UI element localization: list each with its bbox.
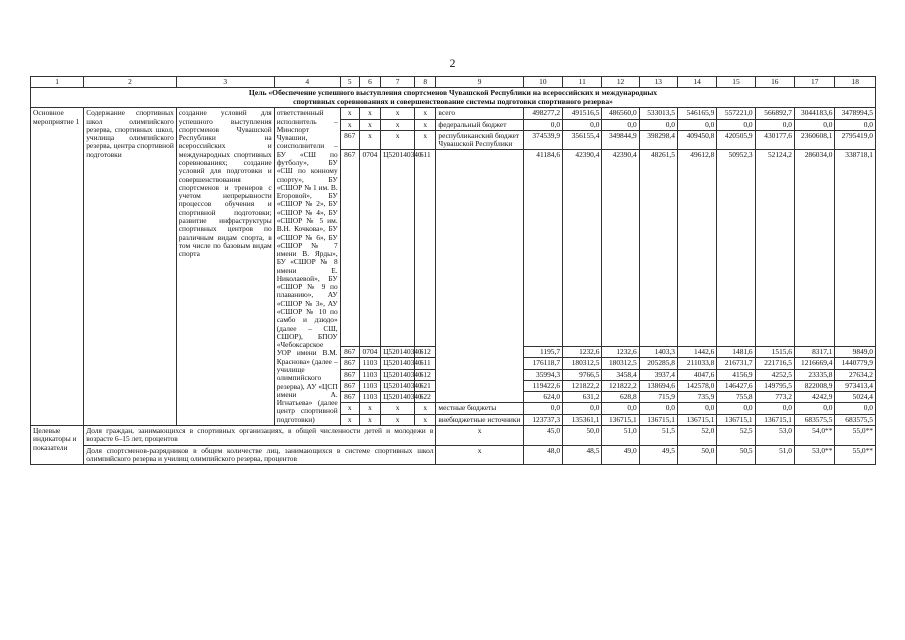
finance-value: 430177,6 bbox=[755, 130, 794, 150]
finance-value: 176118,7 bbox=[523, 358, 562, 369]
indicator-marker: x bbox=[436, 425, 523, 445]
expense-type-code: x bbox=[415, 414, 436, 425]
finance-value: 136715,1 bbox=[755, 414, 794, 425]
finance-value: 0,0 bbox=[523, 119, 562, 130]
indicator-value: 50,5 bbox=[717, 445, 755, 465]
indicator-value: 45,0 bbox=[523, 425, 562, 445]
finance-value: 1195,7 bbox=[523, 347, 562, 358]
target-article-code: Ц520140340 bbox=[381, 347, 415, 358]
finance-value: 486560,0 bbox=[602, 108, 639, 119]
activity-content: Содержание спортивных школ олимпийского резерва, спортивных школ, училища олимпийского резерва, центра спортивной подготовки bbox=[84, 108, 177, 426]
expense-type-code: 612 bbox=[415, 369, 436, 380]
column-number: 6 bbox=[359, 77, 380, 88]
finance-value: 50952,3 bbox=[717, 150, 755, 347]
indicator-value: 51,5 bbox=[639, 425, 677, 445]
finance-value: 138694,6 bbox=[639, 380, 677, 391]
finance-value: 683575,5 bbox=[835, 414, 876, 425]
expense-type-code: 611 bbox=[415, 150, 436, 347]
target-article-code: x bbox=[381, 119, 415, 130]
finance-value: 4242,9 bbox=[795, 392, 835, 403]
budget-code: 867 bbox=[340, 150, 359, 347]
indicator-marker: x bbox=[436, 445, 523, 465]
indicator-value: 48,5 bbox=[563, 445, 602, 465]
finance-value: 755,8 bbox=[717, 392, 755, 403]
finance-value: 683575,5 bbox=[795, 414, 835, 425]
finance-value: 398298,4 bbox=[639, 130, 677, 150]
section-code: 1103 bbox=[359, 358, 380, 369]
finance-value: 49612,8 bbox=[677, 150, 716, 347]
finance-value: 1216669,4 bbox=[795, 358, 835, 369]
budget-code: x bbox=[340, 403, 359, 414]
finance-value: 2360608,1 bbox=[795, 130, 835, 150]
finance-value: 0,0 bbox=[677, 119, 716, 130]
expense-type-code: x bbox=[415, 108, 436, 119]
indicator-value: 51,0 bbox=[602, 425, 639, 445]
finance-value: 0,0 bbox=[639, 403, 677, 414]
finance-value: 0,0 bbox=[795, 403, 835, 414]
finance-value: 121822,2 bbox=[563, 380, 602, 391]
column-number: 8 bbox=[415, 77, 436, 88]
target-article-code: Ц520140340 bbox=[381, 369, 415, 380]
activity-name: Основное мероприятие 1 bbox=[31, 108, 84, 426]
section-code: 1103 bbox=[359, 392, 380, 403]
finance-value: 557221,0 bbox=[717, 108, 755, 119]
goal-title: Цель «Обеспечение успешного выступления спортсменов Чувашской Республики на всероссийских и международных спортивных соревнованиях и совершенствование системы подготовки спортивного резерва» bbox=[31, 88, 876, 108]
column-number: 4 bbox=[274, 77, 340, 88]
column-number: 12 bbox=[602, 77, 639, 88]
finance-value: 121822,2 bbox=[602, 380, 639, 391]
budget-table bbox=[30, 76, 876, 465]
finance-value: 0,0 bbox=[835, 403, 876, 414]
budget-code: x bbox=[340, 108, 359, 119]
finance-value: 136715,1 bbox=[717, 414, 755, 425]
indicator-value: 55,0** bbox=[835, 445, 876, 465]
finance-value: 546165,9 bbox=[677, 108, 716, 119]
expense-type-code: x bbox=[415, 119, 436, 130]
indicator-row bbox=[31, 445, 876, 465]
finance-value: 409450,8 bbox=[677, 130, 716, 150]
finance-value: 822008,9 bbox=[795, 380, 835, 391]
target-article-code: x bbox=[381, 414, 415, 425]
section-code: x bbox=[359, 403, 380, 414]
finance-value: 0,0 bbox=[602, 403, 639, 414]
finance-value: 136715,1 bbox=[602, 414, 639, 425]
finance-value: 0,0 bbox=[755, 403, 794, 414]
finance-value: 3044183,6 bbox=[795, 108, 835, 119]
expense-type-code: x bbox=[415, 130, 436, 150]
finance-value: 211033,8 bbox=[677, 358, 716, 369]
finance-source: республиканский бюджет Чувашской Республики bbox=[436, 130, 523, 150]
finance-value: 356155,4 bbox=[563, 130, 602, 150]
finance-value: 0,0 bbox=[523, 403, 562, 414]
finance-value: 1515,6 bbox=[755, 347, 794, 358]
section-code: x bbox=[359, 130, 380, 150]
section-code: 1103 bbox=[359, 369, 380, 380]
finance-value: 0,0 bbox=[563, 119, 602, 130]
finance-value: 146427,6 bbox=[717, 380, 755, 391]
finance-value: 3458,4 bbox=[602, 369, 639, 380]
finance-value: 4047,6 bbox=[677, 369, 716, 380]
goal-row bbox=[31, 88, 876, 108]
budget-code: x bbox=[340, 414, 359, 425]
column-number: 16 bbox=[755, 77, 794, 88]
finance-value: 735,9 bbox=[677, 392, 716, 403]
target-article-code: Ц520140340 bbox=[381, 358, 415, 369]
finance-value: 8317,1 bbox=[795, 347, 835, 358]
column-number: 7 bbox=[381, 77, 415, 88]
finance-value: 631,2 bbox=[563, 392, 602, 403]
finance-value: 1232,6 bbox=[563, 347, 602, 358]
finance-value: 35994,3 bbox=[523, 369, 562, 380]
finance-value: 119422,6 bbox=[523, 380, 562, 391]
expense-type-code: 621 bbox=[415, 380, 436, 391]
finance-value: 123737,3 bbox=[523, 414, 562, 425]
indicators-label: Целевые индикаторы и показатели bbox=[31, 425, 84, 464]
finance-value: 52124,2 bbox=[755, 150, 794, 347]
finance-value: 566892,7 bbox=[755, 108, 794, 119]
finance-value: 1442,6 bbox=[677, 347, 716, 358]
column-number: 9 bbox=[436, 77, 523, 88]
finance-source: внебюджетные источники bbox=[436, 414, 523, 425]
finance-value: 0,0 bbox=[835, 119, 876, 130]
finance-value: 1481,6 bbox=[717, 347, 755, 358]
finance-value: 973413,4 bbox=[835, 380, 876, 391]
target-article-code: Ц520140340 bbox=[381, 150, 415, 347]
section-code: x bbox=[359, 108, 380, 119]
finance-value: 48261,5 bbox=[639, 150, 677, 347]
column-number: 1 bbox=[31, 77, 84, 88]
section-code: 0704 bbox=[359, 150, 380, 347]
indicator-value: 55,0** bbox=[835, 425, 876, 445]
finance-value: 286034,0 bbox=[795, 150, 835, 347]
column-number: 5 bbox=[340, 77, 359, 88]
section-code: 0704 bbox=[359, 347, 380, 358]
indicator-value: 53,0 bbox=[755, 425, 794, 445]
finance-value: 42390,4 bbox=[602, 150, 639, 347]
finance-value: 41184,6 bbox=[523, 150, 562, 347]
expense-type-code: 622 bbox=[415, 392, 436, 403]
page-number: 2 bbox=[449, 56, 456, 70]
finance-value: 0,0 bbox=[602, 119, 639, 130]
finance-value: 0,0 bbox=[677, 403, 716, 414]
finance-value: 1440779,9 bbox=[835, 358, 876, 369]
finance-value: 2795419,0 bbox=[835, 130, 876, 150]
finance-value: 9849,0 bbox=[835, 347, 876, 358]
section-code: x bbox=[359, 119, 380, 130]
finance-value: 180312,5 bbox=[602, 358, 639, 369]
finance-value: 27634,2 bbox=[835, 369, 876, 380]
finance-value: 3937,4 bbox=[639, 369, 677, 380]
finance-value: 1403,3 bbox=[639, 347, 677, 358]
activity-tasks: создание условий для успешного выступления спортсменов Чувашской Республики на всероссийских и международных спортивных соревнованиях; создание условий для подготовки и совершенствования спортсменов и тренеров с учетом непрерывности процессов обучения и спортивной подготовки; развитие инфраструктуры спортивных центров по различным видам спорта, в том числе по базовым видам спорта bbox=[176, 108, 274, 426]
finance-value: 42390,4 bbox=[563, 150, 602, 347]
column-number-row bbox=[31, 77, 876, 88]
activity-executor: ответственный исполнитель – Минспорт Чувашии, соисполнители – БУ «СШ по футболу», БУ «СШ по конному спорту», БУ «СШОР № 1 им. В. Егоровой», БУ «СШОР № 2», БУ «СШОР № 4», БУ «СШОР № 5 им. В.Н. Кочкова», БУ «СШОР № 6», БУ «СШОР № 7 имени В. Ярды», БУ «СШОР № 8 имени Е. Николаевой», БУ «СШОР № 9 по плаванию», АУ «СШОР № 3», АУ «СШОР № 10 по самбо и дзюдо» (далее – СШ, СШОР), БПОУ «Чебоксарское УОР имени В.М. Краснова» (далее – училище олимпийского резерва), АУ «ЦСП имени А. Игнатьева» (далее центр спортивной подготовки) bbox=[274, 108, 340, 426]
finance-value: 0,0 bbox=[717, 403, 755, 414]
indicator-value: 52,5 bbox=[717, 425, 755, 445]
finance-value: 136715,1 bbox=[639, 414, 677, 425]
finance-value: 0,0 bbox=[717, 119, 755, 130]
column-number: 10 bbox=[523, 77, 562, 88]
column-number: 14 bbox=[677, 77, 716, 88]
finance-source-blank bbox=[436, 150, 523, 403]
finance-value: 498277,2 bbox=[523, 108, 562, 119]
budget-code: 867 bbox=[340, 369, 359, 380]
target-article-code: x bbox=[381, 403, 415, 414]
finance-value: 0,0 bbox=[563, 403, 602, 414]
finance-value: 142578,0 bbox=[677, 380, 716, 391]
target-article-code: Ц520140340 bbox=[381, 380, 415, 391]
target-article-code: Ц520140340 bbox=[381, 392, 415, 403]
finance-value: 420505,9 bbox=[717, 130, 755, 150]
budget-code: 867 bbox=[340, 130, 359, 150]
column-number: 17 bbox=[795, 77, 835, 88]
finance-value: 4156,9 bbox=[717, 369, 755, 380]
indicator-row bbox=[31, 425, 876, 445]
indicator-value: 51,0 bbox=[755, 445, 794, 465]
column-number: 11 bbox=[563, 77, 602, 88]
finance-value: 205285,8 bbox=[639, 358, 677, 369]
budget-code: 867 bbox=[340, 380, 359, 391]
budget-code: 867 bbox=[340, 347, 359, 358]
indicator-text: Доля граждан, занимающихся в спортивных организациях, в общей численности детей и молодежи в возрасте 6–15 лет, процентов bbox=[84, 425, 436, 445]
finance-value: 180312,5 bbox=[563, 358, 602, 369]
budget-code: 867 bbox=[340, 358, 359, 369]
finance-value: 3478994,5 bbox=[835, 108, 876, 119]
finance-value: 349844,9 bbox=[602, 130, 639, 150]
finance-value: 221716,5 bbox=[755, 358, 794, 369]
finance-row bbox=[31, 108, 876, 119]
expense-type-code: 611 bbox=[415, 358, 436, 369]
finance-value: 715,9 bbox=[639, 392, 677, 403]
section-code: 1103 bbox=[359, 380, 380, 391]
finance-value: 624,0 bbox=[523, 392, 562, 403]
target-article-code: x bbox=[381, 130, 415, 150]
column-number: 2 bbox=[84, 77, 177, 88]
indicator-value: 48,0 bbox=[523, 445, 562, 465]
finance-value: 374539,9 bbox=[523, 130, 562, 150]
finance-value: 216731,7 bbox=[717, 358, 755, 369]
indicator-value: 53,0** bbox=[795, 445, 835, 465]
budget-code: 867 bbox=[340, 392, 359, 403]
column-number: 18 bbox=[835, 77, 876, 88]
finance-value: 0,0 bbox=[755, 119, 794, 130]
finance-value: 23335,8 bbox=[795, 369, 835, 380]
finance-value: 628,8 bbox=[602, 392, 639, 403]
finance-value: 136715,1 bbox=[677, 414, 716, 425]
indicator-value: 54,0** bbox=[795, 425, 835, 445]
indicator-value: 50,0 bbox=[677, 445, 716, 465]
finance-value: 9766,5 bbox=[563, 369, 602, 380]
finance-value: 135361,1 bbox=[563, 414, 602, 425]
finance-value: 5024,4 bbox=[835, 392, 876, 403]
indicator-text: Доля спортсменов-разрядников в общем количестве лиц, занимающихся в системе спортивных школ олимпийского резерва и училищ олимпийского резерва, процентов bbox=[84, 445, 436, 465]
indicator-value: 49,0 bbox=[602, 445, 639, 465]
finance-value: 773,2 bbox=[755, 392, 794, 403]
finance-value: 4252,5 bbox=[755, 369, 794, 380]
finance-value: 338718,1 bbox=[835, 150, 876, 347]
column-number: 15 bbox=[717, 77, 755, 88]
finance-value: 0,0 bbox=[639, 119, 677, 130]
indicator-value: 52,0 bbox=[677, 425, 716, 445]
finance-value: 533013,5 bbox=[639, 108, 677, 119]
finance-source: всего bbox=[436, 108, 523, 119]
column-number: 13 bbox=[639, 77, 677, 88]
finance-source: федеральный бюджет bbox=[436, 119, 523, 130]
finance-value: 1232,6 bbox=[602, 347, 639, 358]
column-number: 3 bbox=[176, 77, 274, 88]
finance-value: 149795,5 bbox=[755, 380, 794, 391]
expense-type-code: x bbox=[415, 403, 436, 414]
finance-value: 491516,5 bbox=[563, 108, 602, 119]
target-article-code: x bbox=[381, 108, 415, 119]
finance-value: 0,0 bbox=[795, 119, 835, 130]
finance-source: местные бюджеты bbox=[436, 403, 523, 414]
expense-type-code: 612 bbox=[415, 347, 436, 358]
indicator-value: 49,5 bbox=[639, 445, 677, 465]
indicator-value: 50,0 bbox=[563, 425, 602, 445]
budget-code: x bbox=[340, 119, 359, 130]
section-code: x bbox=[359, 414, 380, 425]
